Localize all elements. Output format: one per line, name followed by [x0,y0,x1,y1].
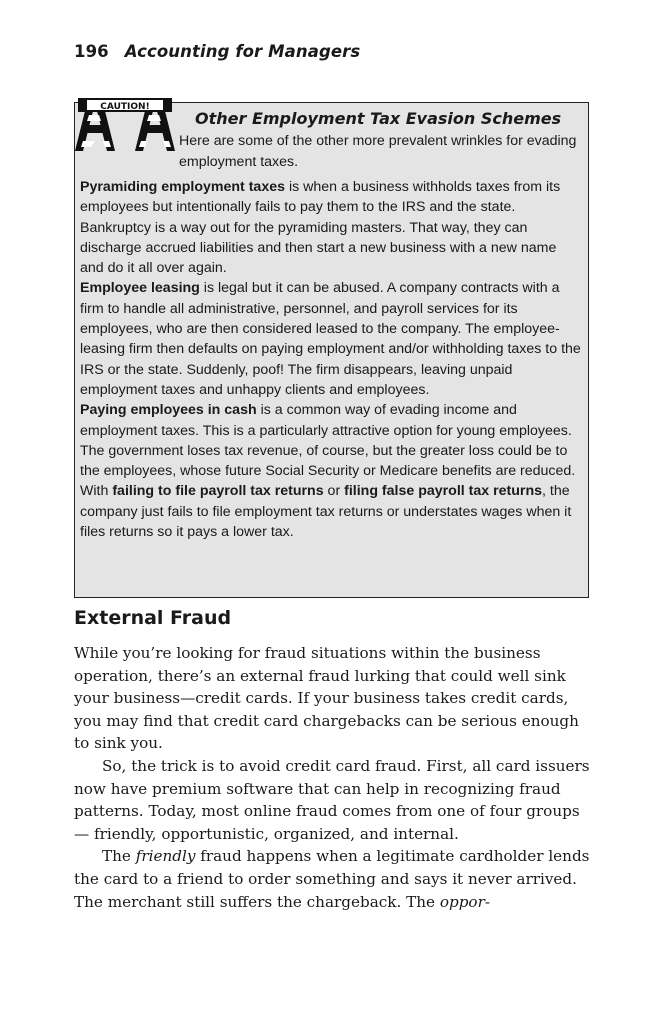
paragraph-text: is when a business withholds taxes from its employees but intentionally fails to pay them to the IRS and the state. Bankruptcy is a way out for the pyramiding masters. That way, they can discharge accrued liabilities and then start a new business with a new name and do it all over again. [80,179,561,277]
running-header [74,42,360,61]
caution-sidebar-box [74,102,589,598]
text-run: The [102,847,136,866]
paragraph-mid: or [323,483,345,500]
body-text [74,642,594,913]
paragraph-pre: With [80,483,113,500]
box-paragraph [80,177,582,278]
body-paragraph: So, the trick is to avoid credit card fraud. First, all card issuers now have premium software that can help in recognizing fraud patterns. Today, most online fraud comes from one of four groups— friendly, opportunistic, organized, and internal. [74,756,590,843]
caution-icon [75,95,175,155]
paragraph-lead: failing to file payroll tax returns [112,483,324,500]
running-title: Accounting for Managers [124,42,361,61]
emphasis: friendly [135,847,196,866]
box-paragraph [80,481,582,542]
body-paragraph: While you’re looking for fraud situations within the business operation, there’s an external fraud lurking that could well sink your business—credit cards. If your business takes credit cards, you may find that credit card chargebacks can be serious enough to sink you. [74,644,579,753]
paragraph-lead-2: filing false payroll tax returns [344,483,543,500]
emphasis: oppor- [439,892,490,911]
box-title: Other Employment Tax Evasion Schemes [195,109,562,128]
box-paragraph [80,278,582,400]
paragraph-lead: Employee leasing [80,280,200,297]
caution-icon-label: CAUTION! [100,102,150,112]
text-run: fraud happens when a legitimate cardholder lends the card to a friend to order something and says it never arrived. The merchant still suffers the chargeback. The [74,847,590,911]
body-paragraph [74,845,594,913]
box-paragraph [80,400,582,481]
page-number: 196 [74,42,109,61]
box-body [80,177,582,542]
box-intro: Here are some of the other more prevalent wrinkles for evading employment taxes. [179,133,577,170]
paragraph-text: is legal but it can be abused. A company contracts with a firm to handle all administrative, personnel, and payroll services for its employees, who are then considered leased to the company. The employee-leasing firm then defaults on paying employment and/or withholding taxes to the IRS or the state. Suddenly, poof! The firm disappears, leaving unpaid employment taxes and unhappy clients and employees. [80,280,581,398]
paragraph-text: is a common way of evading income and employment taxes. This is a particularly attractive option for young employees. The government loses tax revenue, of course, but the greater loss could be to the employees, whose future Social Security or Medicare benefits are reduced. [80,402,576,480]
paragraph-lead: Paying employees in cash [80,402,257,419]
section-heading: External Fraud [74,607,232,629]
paragraph-text: , the company just fails to file employment tax returns or understates wages when it files returns so it pays a lower tax. [80,483,572,541]
paragraph-lead: Pyramiding employment taxes [80,179,285,195]
